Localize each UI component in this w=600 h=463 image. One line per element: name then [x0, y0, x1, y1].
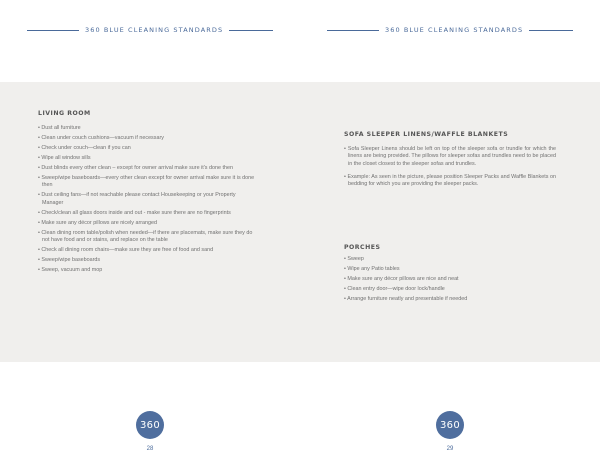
list-item: • Check/clean all glass doors inside and out - make sure there are no fingerprints	[38, 210, 256, 217]
list-item: • Dust all furniture	[38, 125, 256, 132]
porches-list	[344, 256, 556, 303]
section-title: SOFA SLEEPER LINENS/WAFFLE BLANKETS	[344, 131, 509, 138]
logo-badge-right: 360	[436, 411, 464, 439]
sofa-sleeper-list	[344, 146, 556, 188]
header-right	[327, 24, 573, 36]
porches-section	[344, 244, 556, 306]
list-item: • Clean dining room table/polish when needed—if there are placemats, make sure they do not have food and or stains, and replace on the table	[38, 230, 256, 245]
list-item: • Check all dining room chairs—make sure they are free of food and sand	[38, 247, 256, 254]
header-rule	[229, 30, 273, 31]
living-room-section	[38, 110, 256, 277]
list-item: • Sweep/wipe baseboards	[38, 257, 256, 264]
list-item: • Check under couch—clean if you can	[38, 145, 256, 152]
header-rule	[327, 30, 379, 31]
list-item: • Dust ceiling fans—if not reachable please contact Housekeeping or your Property Manager	[38, 192, 256, 207]
list-item: • Arrange furniture neatly and presentable if needed	[344, 296, 556, 303]
section-title: PORCHES	[344, 244, 381, 251]
header-title: 360 BLUE CLEANING STANDARDS	[85, 26, 224, 34]
list-item: • Sofa Sleeper Linens should be left on top of the sleeper sofa or trundle for which the linens are being provided. The pillows for sleeper sofas and trundles need to be placed in the closet closest to the sleeper sofas and trundles.	[344, 146, 556, 168]
list-item: • Sweep/wipe baseboards—every other clean except for owner arrival make sure it is done then	[38, 175, 256, 190]
header-rule	[27, 30, 79, 31]
sofa-sleeper-section	[344, 131, 556, 194]
list-item: • Wipe all window sills	[38, 155, 256, 162]
list-item: • Clean under couch cushions—vacuum if necessary	[38, 135, 256, 142]
list-item: • Dust blinds every other clean – except for owner arrival make sure it's done then	[38, 165, 256, 172]
list-item: • Sweep, vacuum and mop	[38, 267, 256, 274]
section-title: LIVING ROOM	[38, 110, 91, 117]
page-number-right: 29	[446, 446, 454, 452]
list-item: • Make sure any décor pillows are nice and neat	[344, 276, 556, 283]
header-left	[27, 24, 273, 36]
page-number-left: 28	[146, 446, 154, 452]
header-title: 360 BLUE CLEANING STANDARDS	[385, 26, 524, 34]
header-rule	[529, 30, 573, 31]
list-item: • Wipe any Patio tables	[344, 266, 556, 273]
list-item: • Example: As seen in the picture, please position Sleeper Packs and Waffle Blankets on bedding for which you are providing the sleeper packs.	[344, 174, 556, 189]
logo-badge-left: 360	[136, 411, 164, 439]
list-item: • Clean entry door—wipe door lock/handle	[344, 286, 556, 293]
living-room-list	[38, 125, 256, 275]
list-item: • Make sure any décor pillows are nicely arranged	[38, 220, 256, 227]
list-item: • Sweep	[344, 256, 556, 263]
